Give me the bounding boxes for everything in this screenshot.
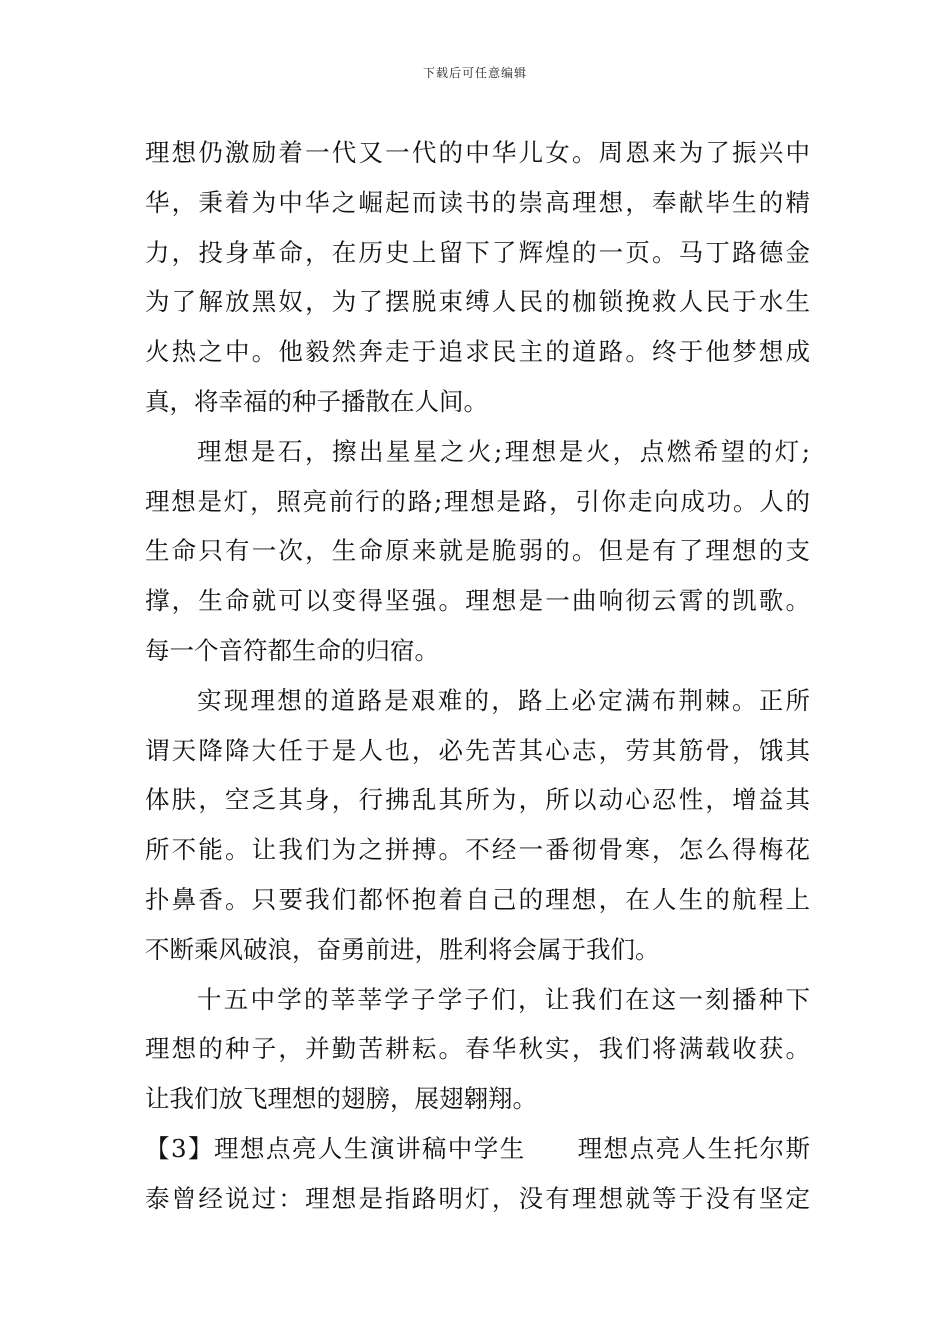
text-line: 火热之中。他毅然奔走于追求民主的道路。终于他梦想成 xyxy=(145,337,810,367)
text-line: 不断乘风破浪，奋勇前进，胜利将会属于我们。 xyxy=(145,934,660,964)
text-line: 为了解放黑奴，为了摆脱束缚人民的枷锁挽救人民于水生 xyxy=(145,287,810,317)
text-line: 泰曾经说过：理想是指路明灯，没有理想就等于没有坚定 xyxy=(145,1183,810,1213)
paragraph-first-line: 实现理想的道路是艰难的，路上必定满布荆棘。正所 xyxy=(197,685,810,715)
text-line: 生命只有一次，生命原来就是脆弱的。但是有了理想的支 xyxy=(145,536,810,566)
text-line: 每一个音符都生命的归宿。 xyxy=(145,635,439,665)
text-line: 华，秉着为中华之崛起而读书的崇高理想，奉献毕生的精 xyxy=(145,187,810,217)
text-line: 撑，生命就可以变得坚强。理想是一曲响彻云霄的凯歌。 xyxy=(145,586,810,616)
text-line: 力，投身革命，在历史上留下了辉煌的一页。马丁路德金 xyxy=(145,237,810,267)
text-line: 理想的种子，并勤苦耕耘。春华秋实，我们将满载收获。 xyxy=(145,1034,810,1064)
text-line: 理想是灯，照亮前行的路;理想是路，引你走向成功。人的 xyxy=(145,486,810,516)
text-line: 谓天降降大任于是人也，必先苦其心志，劳其筋骨，饿其 xyxy=(145,735,810,765)
page-header: 下载后可任意编辑 xyxy=(422,66,527,80)
text-line: 扑鼻香。只要我们都怀抱着自己的理想，在人生的航程上 xyxy=(145,884,810,914)
text-line: 体肤，空乏其身，行拂乱其所为，所以动心忍性，增益其 xyxy=(145,785,810,815)
text-line: 理想仍激励着一代又一代的中华儿女。周恩来为了振兴中 xyxy=(145,138,810,167)
paragraph-first-line: 十五中学的莘莘学子学子们，让我们在这一刻播种下 xyxy=(197,984,810,1014)
section-heading-line: 【3】理想点亮人生演讲稿中学生 理想点亮人生托尔斯 xyxy=(145,1133,810,1163)
paragraph-first-line: 理想是石，擦出星星之火;理想是火，点燃希望的灯; xyxy=(197,436,810,466)
text-line: 所不能。让我们为之拼搏。不经一番彻骨寒，怎么得梅花 xyxy=(145,835,810,865)
text-line: 让我们放飞理想的翅膀，展翅翱翔。 xyxy=(145,1084,537,1114)
document-body xyxy=(145,128,810,1224)
text-line: 真，将幸福的种子播散在人间。 xyxy=(145,386,488,416)
